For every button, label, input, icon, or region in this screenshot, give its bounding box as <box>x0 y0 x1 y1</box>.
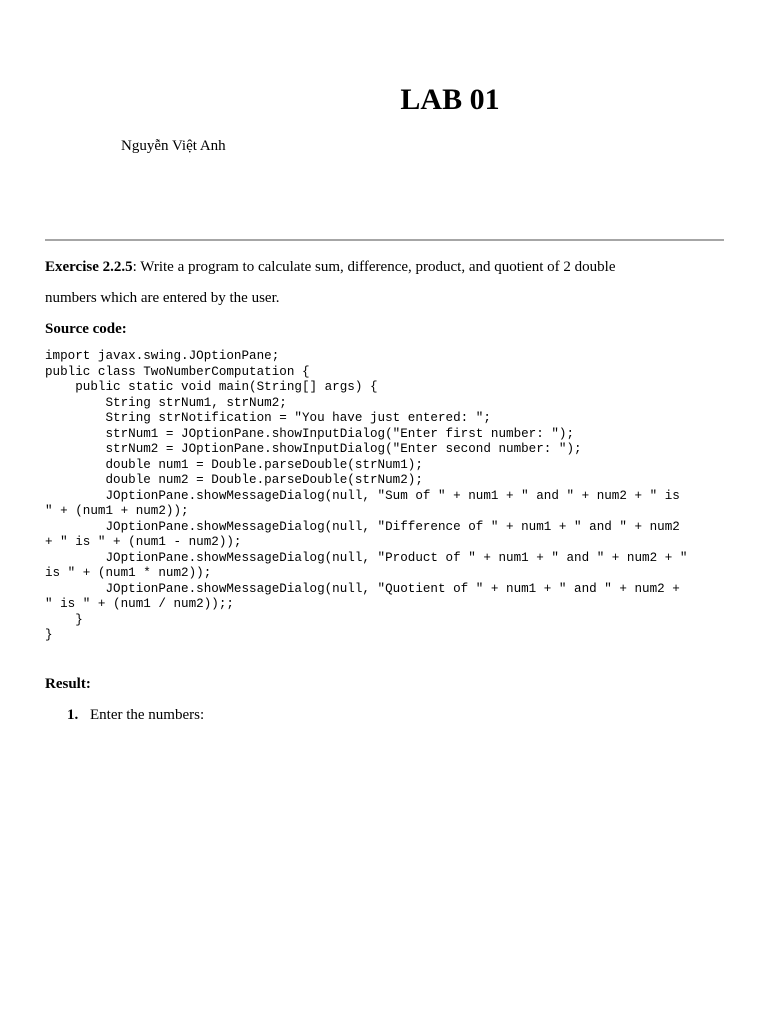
exercise-description-line-1 <box>45 258 615 276</box>
result-heading: Result: <box>45 676 91 692</box>
author-name: Nguyễn Việt Anh <box>121 138 226 154</box>
horizontal-divider <box>45 239 724 241</box>
exercise-label: Exercise 2.2.5 <box>45 259 133 275</box>
source-code-heading: Source code: <box>45 321 127 337</box>
result-list-item <box>67 706 204 724</box>
exercise-text: : Write a program to calculate sum, difference, product, and quotient of 2 double <box>132 259 616 275</box>
document-title: LAB 01 <box>400 83 500 116</box>
list-item-number: 1. <box>67 707 79 723</box>
source-code-block: import javax.swing.JOptionPane; public class TwoNumberComputation { public static void main(String[] args) { String strNum1, strNum2; String strNotification = "You have just entered: "; strNum1 = JOptionPane.showInputDialog("Enter first number: "); strNum2 = JOptionPane.showInputDialog("Enter second number: "); double num1 = Double.parseDouble(strNum1); double num2 = Double.parseDouble(strNum2); JOptionPane.showMessageDialog(null, "Sum of " + num1 + " and " + num2 + " is " + (num1 + num2)); JOptionPane.showMessageDialog(null, "Difference of " + num1 + " and " + num2 + " is " + (num1 - num2)); JOptionPane.showMessageDialog(null, "Product of " + num1 + " and " + num2 + " is " + (num1 * num2)); JOptionPane.showMessageDialog(null, "Quotient of " + num1 + " and " + num2 + " is " + (num1 / num2));; } } <box>45 349 688 642</box>
exercise-description-line-2: numbers which are entered by the user. <box>45 290 280 306</box>
list-item-text: Enter the numbers: <box>90 707 205 723</box>
